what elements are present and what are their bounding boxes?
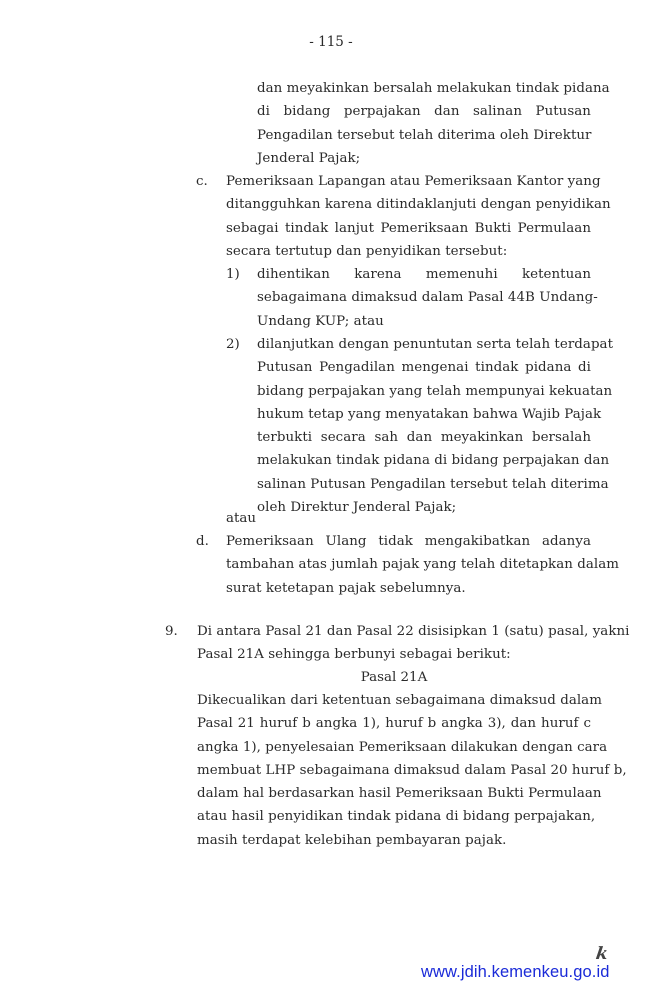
text-line: di bidang perpajakan dan salinan Putusan bbox=[257, 104, 591, 120]
text-line: Undang KUP; atau bbox=[257, 313, 384, 329]
subitem-1-paragraph bbox=[257, 263, 598, 333]
text-line: bidang perpajakan yang telah mempunyai kekuatan bbox=[257, 383, 613, 399]
item-c-marker: c. bbox=[196, 174, 208, 189]
text-line: tambahan atas jumlah pajak yang telah ditetapkan dalam bbox=[226, 557, 620, 573]
item-d-paragraph bbox=[226, 530, 620, 600]
text-line: terbukti secara sah dan meyakinkan bersalah bbox=[257, 430, 591, 446]
text-line: Pasal 21A sehingga berbunyi sebagai berikut: bbox=[197, 647, 511, 663]
text-line: ditangguhkan karena ditindaklanjuti dengan penyidikan bbox=[226, 197, 611, 213]
text-line: Pemeriksaan Ulang tidak mengakibatkan adanya bbox=[226, 534, 591, 549]
article-heading: Pasal 21A bbox=[360, 670, 428, 685]
text-line: melakukan tindak pidana di bidang perpajakan dan bbox=[257, 453, 610, 469]
text-line: dan meyakinkan bersalah melakukan tindak pidana bbox=[257, 81, 610, 96]
text-line: Dikecualikan dari ketentuan sebagaimana dimaksud dalam bbox=[197, 693, 602, 708]
text-line: sebagaimana dimaksud dalam Pasal 44B Undang- bbox=[257, 290, 598, 306]
text-line: dalam hal berdasarkan hasil Pemeriksaan Bukti Permulaan bbox=[197, 786, 602, 802]
article-body bbox=[197, 689, 627, 852]
item-d-marker: d. bbox=[196, 534, 209, 549]
text-line: Pemeriksaan Lapangan atau Pemeriksaan Kantor yang bbox=[226, 174, 601, 189]
text-line: masih terdapat kelebihan pembayaran pajak. bbox=[197, 832, 507, 848]
text-line: hukum tetap yang menyatakan bahwa Wajib Pajak bbox=[257, 406, 602, 422]
text-line: oleh Direktur Jenderal Pajak; bbox=[257, 500, 457, 516]
text-line: angka 1), penyelesaian Pemeriksaan dilakukan dengan cara bbox=[197, 739, 608, 755]
text-line: Pengadilan tersebut telah diterima oleh Direktur bbox=[257, 127, 592, 143]
item-9-paragraph bbox=[197, 620, 630, 667]
page-number: - 115 - bbox=[309, 34, 353, 50]
conjunction-atau: atau bbox=[226, 511, 256, 526]
text-line: atau hasil penyidikan tindak pidana di bidang perpajakan, bbox=[197, 809, 596, 825]
subitem-1-marker: 1) bbox=[226, 267, 240, 282]
jdih-website-link[interactable]: www.jdih.kemenkeu.go.id bbox=[421, 963, 610, 981]
item-c-paragraph bbox=[226, 170, 611, 263]
continuation-paragraph bbox=[257, 77, 610, 170]
text-line: Putusan Pengadilan mengenai tindak pidana di bbox=[257, 360, 591, 376]
paraf-initial-mark: k bbox=[594, 944, 610, 964]
text-line: dilanjutkan dengan penuntutan serta telah terdapat bbox=[257, 337, 614, 352]
item-9-marker: 9. bbox=[165, 624, 178, 639]
text-line: sebagai tindak lanjut Pemeriksaan Bukti Permulaan bbox=[226, 220, 591, 236]
text-line: Jenderal Pajak; bbox=[257, 150, 361, 166]
subitem-2-marker: 2) bbox=[226, 337, 240, 352]
text-line: dihentikan karena memenuhi ketentuan bbox=[257, 267, 591, 282]
text-line: salinan Putusan Pengadilan tersebut telah diterima bbox=[257, 476, 609, 492]
subitem-2-paragraph bbox=[257, 333, 614, 519]
text-line: Pasal 21 huruf b angka 1), huruf b angka 3), dan huruf c bbox=[197, 716, 591, 732]
text-line: surat ketetapan pajak sebelumnya. bbox=[226, 580, 466, 596]
text-line: secara tertutup dan penyidikan tersebut: bbox=[226, 243, 508, 259]
text-line: Di antara Pasal 21 dan Pasal 22 disisipkan 1 (satu) pasal, yakni bbox=[197, 624, 630, 639]
text-line: membuat LHP sebagaimana dimaksud dalam Pasal 20 huruf b, bbox=[197, 762, 627, 778]
